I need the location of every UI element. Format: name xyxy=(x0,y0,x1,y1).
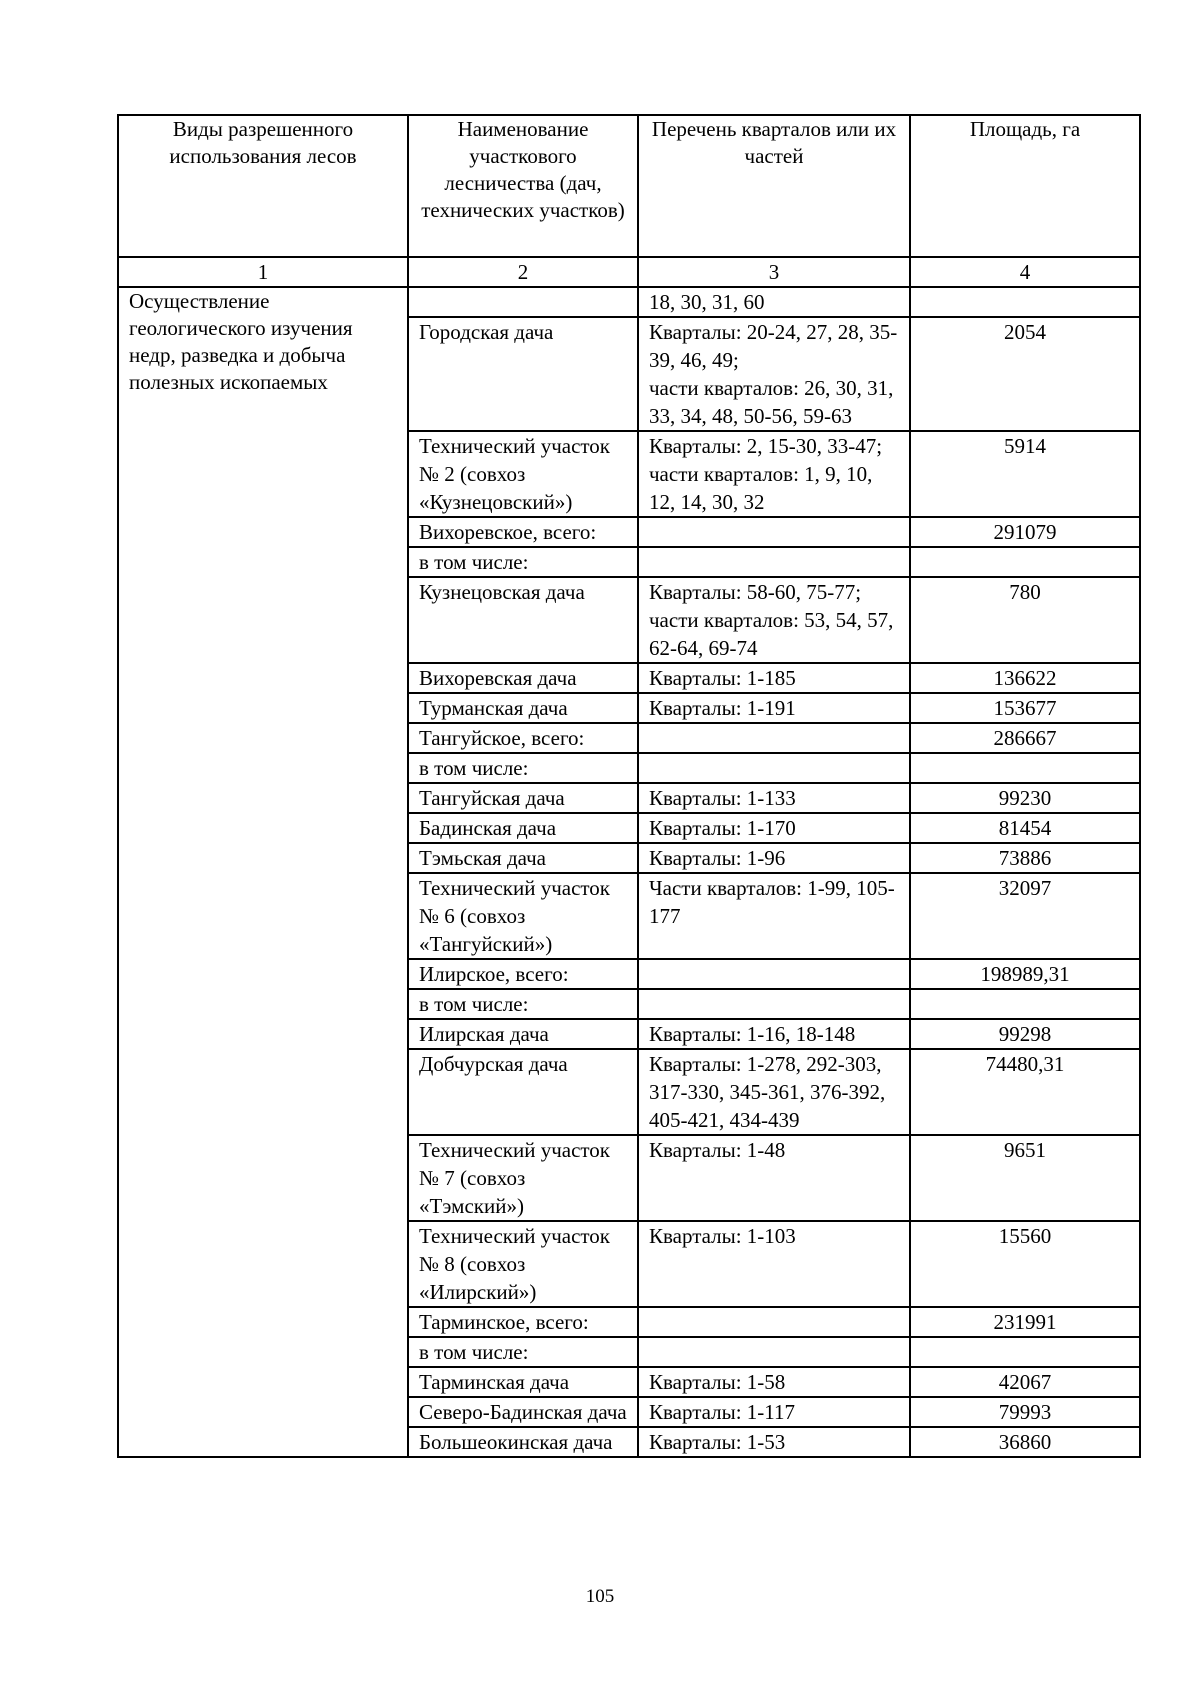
forestry-name-cell: Технический участок № 2 (совхоз «Кузнецовский») xyxy=(408,431,638,517)
header-cell-area: Площадь, га xyxy=(910,115,1140,257)
area-cell: 32097 xyxy=(910,873,1140,959)
column-number: 1 xyxy=(118,257,408,287)
forestry-name-cell: Большеокинская дача xyxy=(408,1427,638,1457)
quarters-cell: Кварталы: 2, 15-30, 33-47; части кварталов: 1, 9, 10, 12, 14, 30, 32 xyxy=(638,431,910,517)
forestry-name-cell: Технический участок № 6 (совхоз «Тангуйский») xyxy=(408,873,638,959)
quarters-cell: Кварталы: 1-191 xyxy=(638,693,910,723)
area-cell: 9651 xyxy=(910,1135,1140,1221)
use-type-cell: Осуществление геологического изучения недр, разведка и добыча полезных ископаемых xyxy=(118,287,408,1457)
quarters-cell xyxy=(638,1337,910,1367)
forestry-name-cell: Турманская дача xyxy=(408,693,638,723)
forestry-name-cell: Вихоревское, всего: xyxy=(408,517,638,547)
table-body xyxy=(118,287,1140,1457)
forestry-name-cell: Добчурская дача xyxy=(408,1049,638,1135)
area-cell: 99298 xyxy=(910,1019,1140,1049)
area-cell xyxy=(910,753,1140,783)
quarters-cell xyxy=(638,989,910,1019)
quarters-cell xyxy=(638,517,910,547)
area-cell: 36860 xyxy=(910,1427,1140,1457)
area-cell xyxy=(910,547,1140,577)
forestry-name-cell: Технический участок № 8 (совхоз «Илирский») xyxy=(408,1221,638,1307)
area-cell: 99230 xyxy=(910,783,1140,813)
area-cell: 73886 xyxy=(910,843,1140,873)
forestry-name-cell: Тангуйское, всего: xyxy=(408,723,638,753)
quarters-cell xyxy=(638,1307,910,1337)
forestry-name-cell: Вихоревская дача xyxy=(408,663,638,693)
forestry-name-cell: Тарминское, всего: xyxy=(408,1307,638,1337)
area-cell: 153677 xyxy=(910,693,1140,723)
area-cell: 231991 xyxy=(910,1307,1140,1337)
forestry-name-cell: Илирское, всего: xyxy=(408,959,638,989)
area-cell: 42067 xyxy=(910,1367,1140,1397)
header-row xyxy=(118,115,1140,257)
quarters-cell xyxy=(638,753,910,783)
quarters-cell: Части кварталов: 1-99, 105-177 xyxy=(638,873,910,959)
quarters-cell xyxy=(638,959,910,989)
quarters-cell: Кварталы: 1-117 xyxy=(638,1397,910,1427)
forest-use-table xyxy=(117,114,1141,1458)
quarters-cell xyxy=(638,547,910,577)
area-cell: 780 xyxy=(910,577,1140,663)
area-cell: 81454 xyxy=(910,813,1140,843)
forestry-name-cell: в том числе: xyxy=(408,753,638,783)
forestry-name-cell: в том числе: xyxy=(408,547,638,577)
forestry-name-cell: в том числе: xyxy=(408,1337,638,1367)
quarters-cell: Кварталы: 1-58 xyxy=(638,1367,910,1397)
forestry-name-cell: Тарминская дача xyxy=(408,1367,638,1397)
quarters-cell: Кварталы: 1-16, 18-148 xyxy=(638,1019,910,1049)
header-cell-use-type: Виды разрешенного использования лесов xyxy=(118,115,408,257)
column-number-row xyxy=(118,257,1140,287)
table-row xyxy=(118,287,1140,317)
forestry-name-cell: Тангуйская дача xyxy=(408,783,638,813)
quarters-cell: Кварталы: 1-133 xyxy=(638,783,910,813)
area-cell: 198989,31 xyxy=(910,959,1140,989)
header-cell-quarters: Перечень кварталов или их частей xyxy=(638,115,910,257)
forestry-name-cell: Илирская дача xyxy=(408,1019,638,1049)
header-cell-forestry-name: Наименование участкового лесничества (дач, технических участков) xyxy=(408,115,638,257)
area-cell: 79993 xyxy=(910,1397,1140,1427)
forestry-name-cell: Городская дача xyxy=(408,317,638,431)
forestry-name-cell: Тэмьская дача xyxy=(408,843,638,873)
page-number: 105 xyxy=(585,1586,615,1607)
column-number: 3 xyxy=(638,257,910,287)
quarters-cell: Кварталы: 58-60, 75-77; части кварталов: 53, 54, 57, 62-64, 69-74 xyxy=(638,577,910,663)
area-cell xyxy=(910,1337,1140,1367)
forestry-name-cell: Бадинская дача xyxy=(408,813,638,843)
area-cell xyxy=(910,989,1140,1019)
area-cell xyxy=(910,287,1140,317)
quarters-cell: 18, 30, 31, 60 xyxy=(638,287,910,317)
forestry-name-cell: в том числе: xyxy=(408,989,638,1019)
area-cell: 74480,31 xyxy=(910,1049,1140,1135)
quarters-cell: Кварталы: 1-170 xyxy=(638,813,910,843)
column-number: 2 xyxy=(408,257,638,287)
quarters-cell: Кварталы: 1-96 xyxy=(638,843,910,873)
quarters-cell: Кварталы: 1-185 xyxy=(638,663,910,693)
quarters-cell: Кварталы: 1-103 xyxy=(638,1221,910,1307)
forestry-name-cell: Кузнецовская дача xyxy=(408,577,638,663)
quarters-cell: Кварталы: 20-24, 27, 28, 35-39, 46, 49; части кварталов: 26, 30, 31, 33, 34, 48, 50-56, 59-63 xyxy=(638,317,910,431)
quarters-cell: Кварталы: 1-278, 292-303, 317-330, 345-361, 376-392, 405-421, 434-439 xyxy=(638,1049,910,1135)
area-cell: 15560 xyxy=(910,1221,1140,1307)
area-cell: 286667 xyxy=(910,723,1140,753)
forestry-name-cell: Технический участок № 7 (совхоз «Тэмский») xyxy=(408,1135,638,1221)
forestry-name-cell: Северо-Бадинская дача xyxy=(408,1397,638,1427)
area-cell: 291079 xyxy=(910,517,1140,547)
area-cell: 136622 xyxy=(910,663,1140,693)
forestry-name-cell xyxy=(408,287,638,317)
area-cell: 2054 xyxy=(910,317,1140,431)
column-number: 4 xyxy=(910,257,1140,287)
area-cell: 5914 xyxy=(910,431,1140,517)
quarters-cell: Кварталы: 1-48 xyxy=(638,1135,910,1221)
quarters-cell: Кварталы: 1-53 xyxy=(638,1427,910,1457)
quarters-cell xyxy=(638,723,910,753)
